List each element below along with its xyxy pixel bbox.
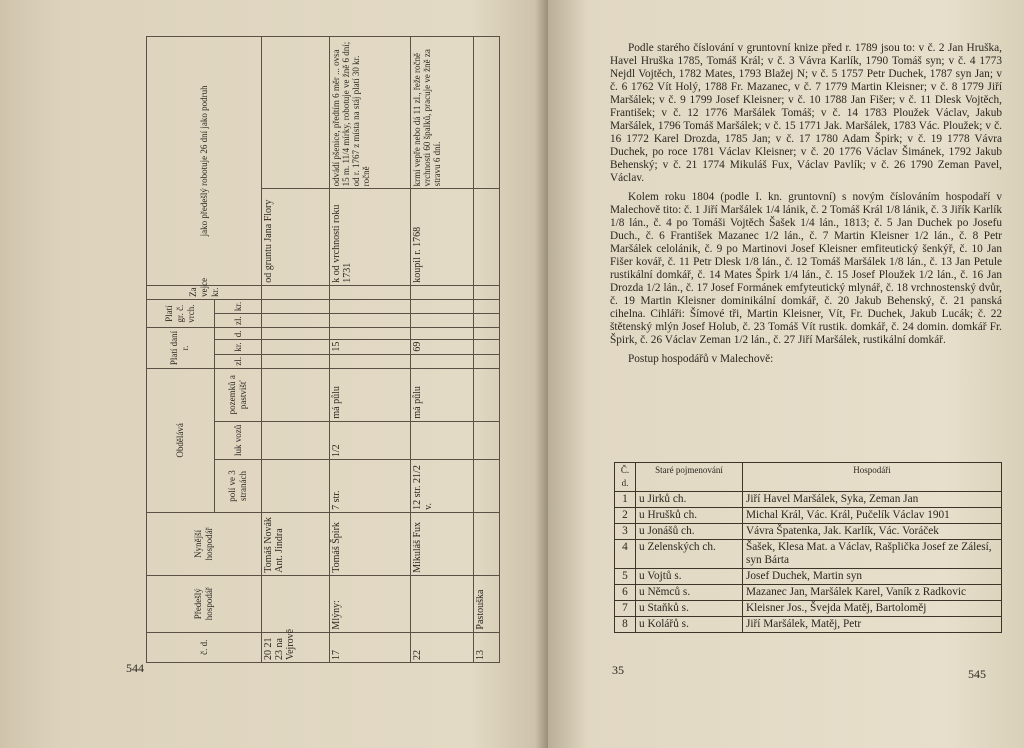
row-holders: Kleisner Jos., Švejda Matěj, Bartoloměj (743, 601, 1002, 617)
row-1-dani-kr (262, 340, 330, 354)
row-old-name: u Zelenských ch. (636, 540, 743, 569)
row-1-luk (262, 421, 330, 460)
left-page-number: 544 (126, 661, 144, 675)
row-4-vrch-kr (473, 299, 499, 313)
row-holders: Šašek, Klesa Mat. a Václav, Rašplička Josef ze Zálesí, syn Bárta (743, 540, 1002, 569)
row-old-name: u Hrušků ch. (636, 508, 743, 524)
header-plati-vrch: Platí gr. č. vrch. (147, 299, 215, 327)
row-4-zaznam (473, 189, 499, 285)
header-vrch-kr: kr. (214, 299, 261, 313)
row-4-vrch-zl (473, 314, 499, 328)
header-dani-d: d. (214, 328, 261, 340)
row-old-name: u Němců s. (636, 585, 743, 601)
row-number: 8 (615, 617, 636, 633)
row-3-predesly (411, 575, 473, 632)
row-1-nynejsi: Tomáš Novák Ant. Jindra (262, 512, 330, 575)
table-row (615, 569, 1002, 585)
row-number: 6 (615, 585, 636, 601)
row-4-poli (473, 460, 499, 513)
header-predesly: Předešlý hospodář (147, 575, 262, 632)
rotated-table-frame (146, 36, 500, 663)
row-1-vejce (262, 285, 330, 299)
row-4-dani-kr (473, 340, 499, 354)
row-2-zaznam: k od vrchnosti roku 1731 (330, 189, 411, 285)
row-1-cislo: 20 21 23 na Vejrově (262, 632, 330, 662)
header-vrch-zl: zl. (214, 314, 261, 328)
signature-mark: 35 (612, 663, 624, 677)
row-1-dani-d (262, 328, 330, 340)
row-1-pozemek (262, 368, 330, 421)
row-number: 5 (615, 569, 636, 585)
paragraph-old-numbering: Podle starého číslování v gruntovní knize před r. 1789 jsou to: v č. 2 Jan Hruška, Havel Hruška 1785, Tomáš Král; v č. 3 Vávra Karlík, 1790 Tomáš syn; v č. 4 1773 Nejdl Vojtěch, 1782 Mates, 1793 Blažej N; v č. 5 1757 Petr Duchek, 1787 syn Jan; v č. 6 1762 Vít Holý, 1788 Fr. Mazanec, v č. 7 1779 Martin Kleisner; v č. 8 1779 Jiří Maršálek; v č. 9 1799 Josef Kleisner; v č. 10 1788 Jan Fišer; v č. 11 Dlesk Vojtěch, František; v č. 12 1776 Maršálek Tomáš; v č. 14 1783 Ploužek Václav, Jakub Maršálek, 1796 Tomáš Maršálek; v č. 15 1771 Jak. Maršálek, 1783 Vác. Ploužek; v č. 16 1772 Karel Drozda, 1785 Jan; v č. 17 1780 Adam Špirk; v č. 19 1778 Vávra Duchek, po roce 1781 Václav Kleisner; v č. 20 1776 Václav Šimánek, 1792 Jakub Behenský; v č. 21 1774 Mikuláš Fux, Václav Pavlík; v č. 26 1790 Zeman Pavel, Václav. (610, 42, 1002, 184)
row-2-robota: odvádí pšenice, předtím 6 měr ... ovsa 15 m. 11/4 mírky, robotuje ve žně 6 dní; od r. 1767 z místa na stáj platí 30 kr. ročně (330, 37, 411, 189)
header-luk: luk vozů (214, 421, 261, 460)
header-poli: polí ve 3 stranách (214, 460, 261, 513)
table-row (615, 601, 1002, 617)
row-3-robota: krmí vepře nebo dá 11 zl., řeže ročně vrchnosti 60 špalků, pracuje ve žně za stravu 6 dní. (411, 37, 473, 189)
row-holders: Mazanec Jan, Maršálek Karel, Vaník z Radkovic (743, 585, 1002, 601)
row-1-predesly (262, 575, 330, 632)
row-1-poli (262, 460, 330, 513)
row-3-vrch-zl (411, 314, 473, 328)
row-1-dani-zl (262, 354, 330, 368)
row-old-name: u Staňků s. (636, 601, 743, 617)
row-1-vrch-zl (262, 314, 330, 328)
header-pozemek: pozemků a pastvišť (214, 368, 261, 421)
row-4-cislo: 13 (473, 632, 499, 662)
row-3-cislo: 22 (411, 632, 473, 662)
header-dani-zl: zl. (214, 354, 261, 368)
table-row (615, 524, 1002, 540)
row-4-luk (473, 421, 499, 460)
row-number: 2 (615, 508, 636, 524)
header-nynejsi: Nynější hospodář (147, 512, 262, 575)
table-row (615, 492, 1002, 508)
row-old-name: u Jonášů ch. (636, 524, 743, 540)
rotated-landholders-table (146, 36, 500, 663)
header-plati-dani: Platí daní r. (147, 328, 215, 369)
right-page (548, 0, 1024, 748)
row-holders: Michal Král, Vác. Král, Pučelík Václav 1901 (743, 508, 1002, 524)
row-1-zaznam: od gruntu Jana Flory (262, 189, 330, 285)
row-2-predesly: Mlýny: (330, 575, 411, 632)
paragraph-1804-holders: Kolem roku 1804 (podle I. kn. gruntovní) s novým číslováním hospodaří v Malechově tito: č. 1 Jiří Maršálek 1/4 lánik, č. 2 Tomáš Král 1/8 lánik, č. 3 Jiřík Karlík 1/8 lán., č. 4 po Tomáši Vojtěch Šašek 1/4 lán., 1813; č. 5 Jan Duchek po Josefu Duch., č. 6 František Mazanec 1/2 lán., č. 7 Martin Kleisner 1/2 lán., č. 8 Petr Maršálek celolánik, č. 9 po Martinovi Josef Kleisner emfiteutický šenkýř, č. 10 Jan Fišer kovář, č. 11 Petr Dlesk 1/8 lán., č. 12 Tomáš Maršálek 1/8 lán., č. 13 Jan Petule rustikální domkář, č. 14 Mates Špirk 1/4 lán., č. 15 Josef Ploužek 1/2 lán., č. 16 Jan Drozda 1/2 lán., č. 17 Josef Formánek emfyteutický mlynář, č. 18 vrchnostenský dvůr, č. 19 Martin Kleisner dominikální domkář, č. 20 Jakub Behenský, č. 21 panská cihelna. Cihláři: Šímové tři, Martin Kleisner, Vít, Fr. Duchek, Jakub Lucák; č. 22 štětenský mlýn Josef Holub, č. 23 Tomáš Vít rustik. domkář, č. 24 domin. domkář Fr. Špirk, č. 26 Václav Zeman 1/2 lán., č. 27 Jiří Maršálek, rustikální domkář. (610, 191, 1002, 346)
row-2-poli: 7 str. (330, 460, 411, 513)
row-2-pozemek: má půlu (330, 368, 411, 421)
row-2-vrch-kr (330, 299, 411, 313)
row-holders: Josef Duchek, Martin syn (743, 569, 1002, 585)
row-3-nynejsi: Mikuláš Fux (411, 512, 473, 575)
row-number: 3 (615, 524, 636, 540)
row-4-dani-d (473, 328, 499, 340)
row-3-dani-kr: 69 (411, 340, 473, 354)
table-row (615, 585, 1002, 601)
row-4-vejce (473, 285, 499, 299)
row-2-vejce (330, 285, 411, 299)
table-row (615, 508, 1002, 524)
row-2-dani-d (330, 328, 411, 340)
right-page-number: 545 (968, 667, 986, 681)
row-4-robota (473, 37, 499, 189)
row-2-vrch-zl (330, 314, 411, 328)
row-3-poli: 12 str. 21/2 v. (411, 460, 473, 513)
row-holders: Vávra Špatenka, Jak. Karlík, Vác. Voráček (743, 524, 1002, 540)
row-3-pozemek: má půlu (411, 368, 473, 421)
row-3-luk (411, 421, 473, 460)
row-4-dani-zl (473, 354, 499, 368)
header-cd: Č. d. (615, 463, 636, 492)
row-number: 7 (615, 601, 636, 617)
right-page-text (610, 42, 1002, 366)
row-1-vrch-kr (262, 299, 330, 313)
row-2-dani-zl (330, 354, 411, 368)
row-old-name: u Kolářů s. (636, 617, 743, 633)
row-2-nynejsi: Tomáš Špirk (330, 512, 411, 575)
header-cislo: č. d. (147, 632, 262, 662)
header-obdelava: Obdělává (147, 368, 215, 512)
row-4-predesly: Pastouška (473, 575, 499, 632)
row-3-vrch-kr (411, 299, 473, 313)
row-2-cislo: 17 (330, 632, 411, 662)
header-holders: Hospodáři (743, 463, 1002, 492)
row-4-nynejsi (473, 512, 499, 575)
row-3-dani-d (411, 328, 473, 340)
header-robota: jako předešlý robotuje 26 dní jako podruh (147, 37, 262, 286)
row-3-dani-zl (411, 354, 473, 368)
row-3-vejce (411, 285, 473, 299)
row-2-luk: 1/2 (330, 421, 411, 460)
header-za-vejce: Za vejce kr. (147, 285, 262, 299)
row-2-dani-kr: 15 (330, 340, 411, 354)
row-holders: Jiří Havel Maršálek, Syka, Zeman Jan (743, 492, 1002, 508)
table-row (615, 617, 1002, 633)
row-holders: Jiří Maršálek, Matěj, Petr (743, 617, 1002, 633)
row-number: 1 (615, 492, 636, 508)
row-old-name: u Jirků ch. (636, 492, 743, 508)
row-4-pozemek (473, 368, 499, 421)
row-number: 4 (615, 540, 636, 569)
holders-succession-table (614, 462, 1002, 633)
header-old-name: Staré pojmenování (636, 463, 743, 492)
row-old-name: u Vojtů s. (636, 569, 743, 585)
holders-subtitle: Postup hospodářů v Malechově: (628, 353, 774, 365)
row-1-robota (262, 37, 330, 189)
header-dani-kr: kr. (214, 340, 261, 354)
table-row (615, 540, 1002, 569)
row-3-zaznam: koupil r. 1768 (411, 189, 473, 285)
